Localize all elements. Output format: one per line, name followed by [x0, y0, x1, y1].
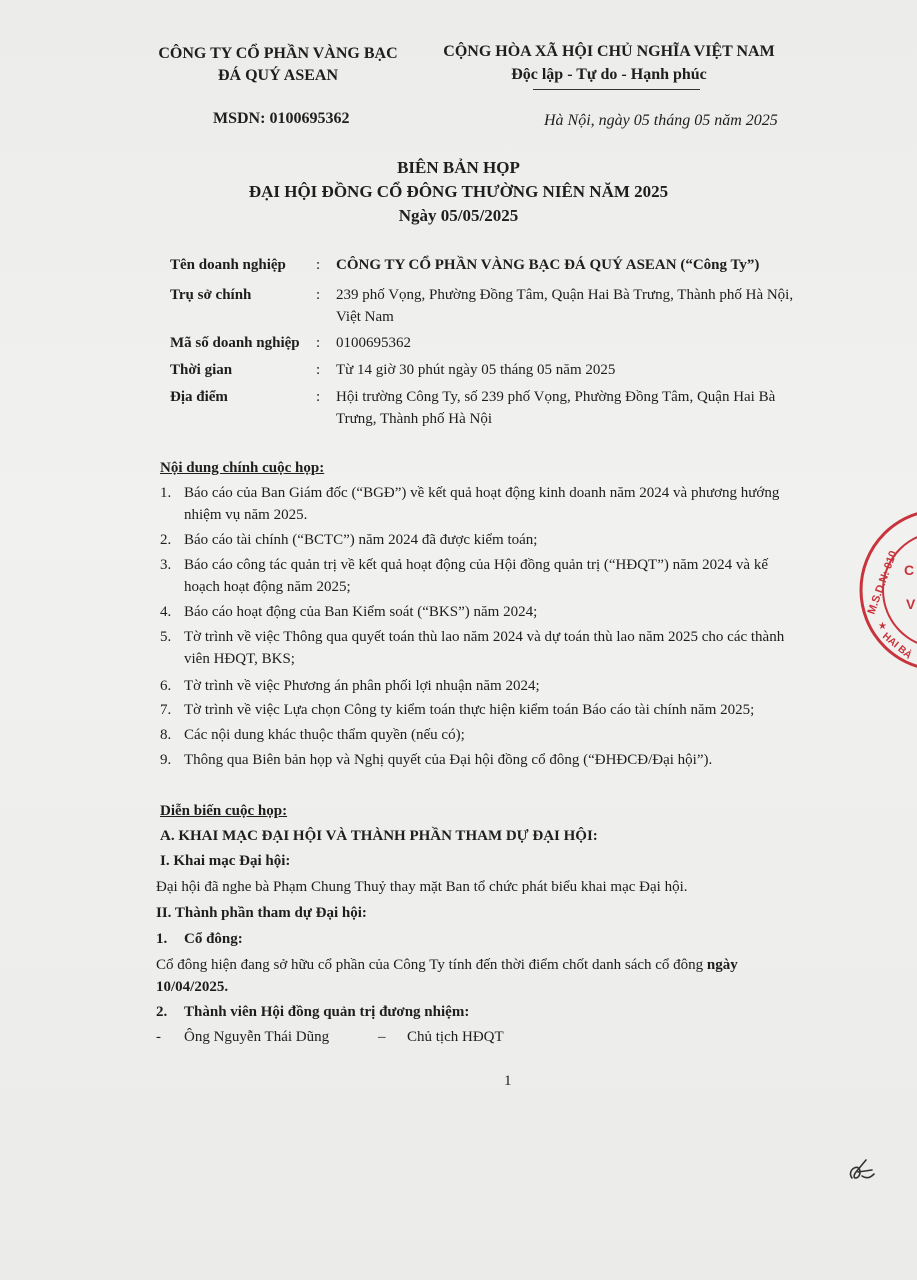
stamp-bottom-text: HAI BÀ: [880, 630, 914, 662]
signature-initial: [842, 1150, 882, 1190]
info-value-hq: 239 phố Vọng, Phường Đồng Tâm, Quận Hai Bà Trưng, Thành phố Hà Nội, Việt Nam: [336, 287, 794, 325]
info-colon: :: [316, 287, 321, 303]
agenda-item: Các nội dung khác thuộc thẩm quyền (nếu có);: [184, 727, 465, 743]
member-dash: -: [156, 1029, 161, 1045]
doc-title: BIÊN BẢN HỌP: [397, 158, 520, 177]
info-label-taxcode: Mã số doanh nghiệp: [170, 335, 300, 351]
info-label-venue: Địa điểm: [170, 389, 228, 405]
agenda-heading: Nội dung chính cuộc họp:: [160, 460, 325, 476]
info-value-taxcode: 0100695362: [336, 335, 411, 351]
agenda-item: Báo cáo tài chính (“BCTC”) năm 2024 đã được kiểm toán;: [184, 532, 538, 548]
item2-num: 2.: [156, 1004, 168, 1020]
item2-title: Thành viên Hội đồng quản trị đương nhiệm:: [184, 1004, 470, 1020]
info-label-time: Thời gian: [170, 362, 233, 378]
agenda-num: 5.: [160, 629, 172, 645]
stamp-inner-b: V: [906, 596, 916, 612]
agenda-item: Tờ trình về việc Phương án phân phối lợi nhuận năm 2024;: [184, 678, 540, 694]
agenda-num: 3.: [160, 557, 172, 573]
stamp-inner-a: C: [904, 562, 915, 578]
stamp-ring-text: M.S.D.N: 010: [865, 549, 900, 617]
doc-subtitle: ĐẠI HỘI ĐỒNG CỔ ĐÔNG THƯỜNG NIÊN NĂM 2025: [248, 182, 669, 201]
agenda-item: Tờ trình về việc Thông qua quyết toán thù lao năm 2024 và dự toán thù lao năm 2025 cho các thành viên HĐQT, BKS;: [184, 629, 785, 667]
member-role: Chủ tịch HĐQT: [407, 1029, 504, 1045]
item1-text: [156, 957, 738, 974]
info-value-time: Từ 14 giờ 30 phút ngày 05 tháng 05 năm 2025: [336, 362, 616, 378]
info-value-company: CÔNG TY CỔ PHẦN VÀNG BẠC ĐÁ QUÝ ASEAN (“Công Ty”): [336, 257, 760, 273]
page-number: 1: [504, 1073, 512, 1089]
nation-motto: Độc lập - Tự do - Hạnh phúc: [511, 66, 707, 83]
item1-title: Cổ đông:: [184, 931, 243, 947]
agenda-num: 1.: [160, 485, 172, 501]
section-i-heading: I. Khai mạc Đại hội:: [160, 853, 291, 869]
agenda-item: Báo cáo hoạt động của Ban Kiểm soát (“BKS”) năm 2024;: [184, 604, 538, 620]
member-separator: –: [378, 1029, 386, 1045]
agenda-num: 9.: [160, 752, 172, 768]
info-colon: :: [316, 257, 321, 273]
item1-date: 10/04/2025.: [156, 979, 229, 995]
info-colon: :: [316, 362, 321, 378]
agenda-num: 7.: [160, 702, 172, 718]
agenda-item: Thông qua Biên bản họp và Nghị quyết của Đại hội đồng cổ đông (“ĐHĐCĐ/Đại hội”).: [184, 752, 713, 768]
doc-date: Ngày 05/05/2025: [398, 206, 519, 225]
item1-text-day: ngày: [706, 957, 738, 973]
agenda-num: 6.: [160, 678, 172, 694]
section-ii-heading: II. Thành phần tham dự Đại hội:: [156, 905, 367, 921]
company-name-line2: ĐÁ QUÝ ASEAN: [217, 67, 338, 84]
agenda-num: 4.: [160, 604, 172, 620]
info-colon: :: [316, 335, 321, 351]
info-value-venue: Hội trường Công Ty, số 239 phố Vọng, Phường Đồng Tâm, Quận Hai Bà Trưng, Thành phố Hà Nội: [336, 389, 776, 427]
agenda-item: Báo cáo của Ban Giám đốc (“BGĐ”) về kết quả hoạt động kinh doanh năm 2024 và phương hướng nhiệm vụ năm 2025.: [184, 485, 780, 523]
nation-title: CỘNG HÒA XÃ HỘI CHỦ NGHĨA VIỆT NAM: [443, 43, 775, 60]
section-a-heading: A. KHAI MẠC ĐẠI HỘI VÀ THÀNH PHẦN THAM DỰ ĐẠI HỘI:: [160, 828, 598, 844]
agenda-num: 8.: [160, 727, 172, 743]
member-name: Ông Nguyễn Thái Dũng: [184, 1029, 330, 1045]
company-stamp: [856, 505, 917, 675]
proceedings-heading: Diễn biến cuộc họp:: [160, 803, 288, 819]
info-label-hq: Trụ sở chính: [170, 287, 252, 303]
info-colon: :: [316, 389, 321, 405]
stamp-star: ★: [878, 621, 887, 632]
section-i-text: Đại hội đã nghe bà Phạm Chung Thuỷ thay mặt Ban tổ chức phát biểu khai mạc Đại hội.: [156, 879, 688, 895]
item1-num: 1.: [156, 931, 168, 947]
agenda-item: Báo cáo công tác quản trị về kết quả hoạt động của Hội đồng quản trị (“HĐQT”) năm 2024 và kế hoạch hoạt động năm 2025;: [184, 557, 768, 595]
motto-underline: [533, 89, 700, 90]
place-date: Hà Nội, ngày 05 tháng 05 năm 2025: [544, 112, 778, 129]
company-name-line1: CÔNG TY CỔ PHẦN VÀNG BẠC: [158, 45, 398, 62]
item1-text-main: Cổ đông hiện đang sở hữu cổ phần của Công Ty tính đến thời điểm chốt danh sách cổ đông: [156, 957, 704, 973]
agenda-item: Tờ trình về việc Lựa chọn Công ty kiểm toán thực hiện kiểm toán Báo cáo tài chính năm 2025;: [184, 702, 755, 718]
info-label-company: Tên doanh nghiệp: [170, 257, 286, 273]
msdn: MSDN: 0100695362: [213, 110, 350, 127]
agenda-num: 2.: [160, 532, 172, 548]
